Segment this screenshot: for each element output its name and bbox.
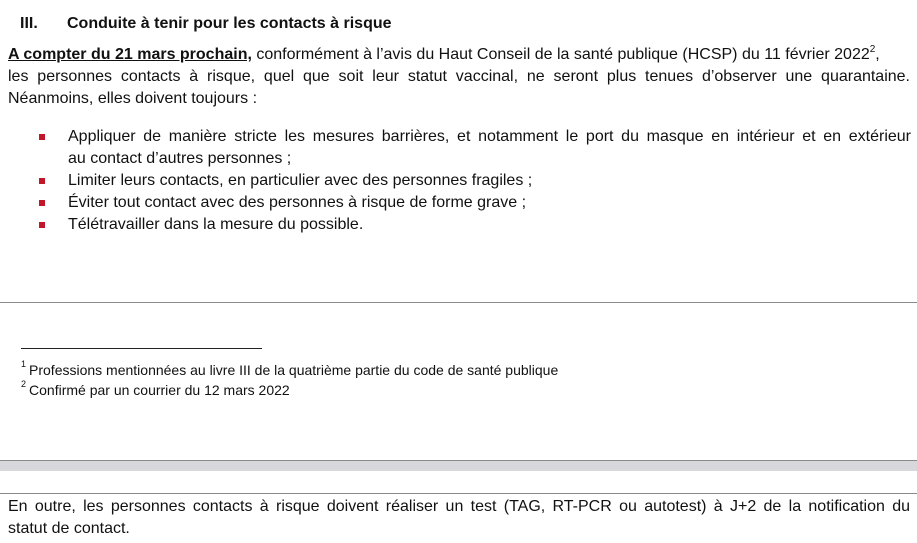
- section-heading: [20, 15, 392, 33]
- intro-line-1: [8, 44, 910, 66]
- list-item-text: Télétravailler dans la mesure du possible.: [68, 216, 364, 233]
- square-bullet-icon: [39, 200, 45, 206]
- next-page-line-2: statut de contact.: [8, 520, 130, 537]
- measures-list: [0, 126, 917, 236]
- document-page-lower: [0, 494, 917, 543]
- footnote-marker-1: 1: [21, 359, 27, 370]
- footnote-separator: [21, 348, 262, 349]
- list-item-text: Éviter tout contact avec des personnes à risque de forme grave ;: [68, 194, 527, 211]
- intro-paragraph: [8, 44, 910, 110]
- intro-line-2: les personnes contacts à risque, quel que soit leur statut vaccinal, ne seront plus tenues d’observer une quarantaine.: [8, 68, 910, 85]
- list-item-line-1: Appliquer de manière stricte les mesures barrières, et notamment le port du masque en intérieur et en extérieur: [68, 128, 911, 145]
- footnote-ref-2: 2: [869, 43, 876, 55]
- section-title: Conduite à tenir pour les contacts à risque: [67, 15, 392, 32]
- square-bullet-icon: [39, 178, 45, 184]
- footnote-1: [21, 361, 558, 379]
- list-item-line-2: au contact d’autres personnes ;: [68, 150, 292, 167]
- footnote-marker-2: 2: [21, 379, 27, 390]
- intro-line-1-end: ,: [875, 46, 880, 63]
- list-item: [0, 126, 911, 170]
- next-page-line-1: En outre, les personnes contacts à risque doivent réaliser un test (TAG, RT-PCR ou autotest) à J+2 de la notification du: [8, 498, 910, 515]
- footnote-text-1: Professions mentionnées au livre III de la quatrième partie du code de santé publique: [29, 362, 559, 378]
- list-item: [0, 192, 911, 214]
- list-item: [0, 214, 911, 236]
- list-item-text: Limiter leurs contacts, en particulier avec des personnes fragiles ;: [68, 172, 533, 189]
- footnote-2: [21, 381, 290, 399]
- footnote-text-2: Confirmé par un courrier du 12 mars 2022: [29, 382, 290, 398]
- square-bullet-icon: [39, 134, 45, 140]
- page-boundary-top: [0, 460, 917, 461]
- page-gap: [0, 460, 917, 471]
- section-number: III.: [20, 15, 38, 32]
- next-page-paragraph: [8, 496, 910, 540]
- page-boundary-divider: [0, 302, 917, 303]
- intro-line-3: Néanmoins, elles doivent toujours :: [8, 90, 258, 107]
- intro-line-1-rest: conformément à l’avis du Haut Conseil de la santé publique (HCSP) du 11 février 2022: [251, 46, 870, 63]
- intro-lead: A compter du 21 mars prochain,: [8, 46, 252, 63]
- list-item: [0, 170, 911, 192]
- square-bullet-icon: [39, 222, 45, 228]
